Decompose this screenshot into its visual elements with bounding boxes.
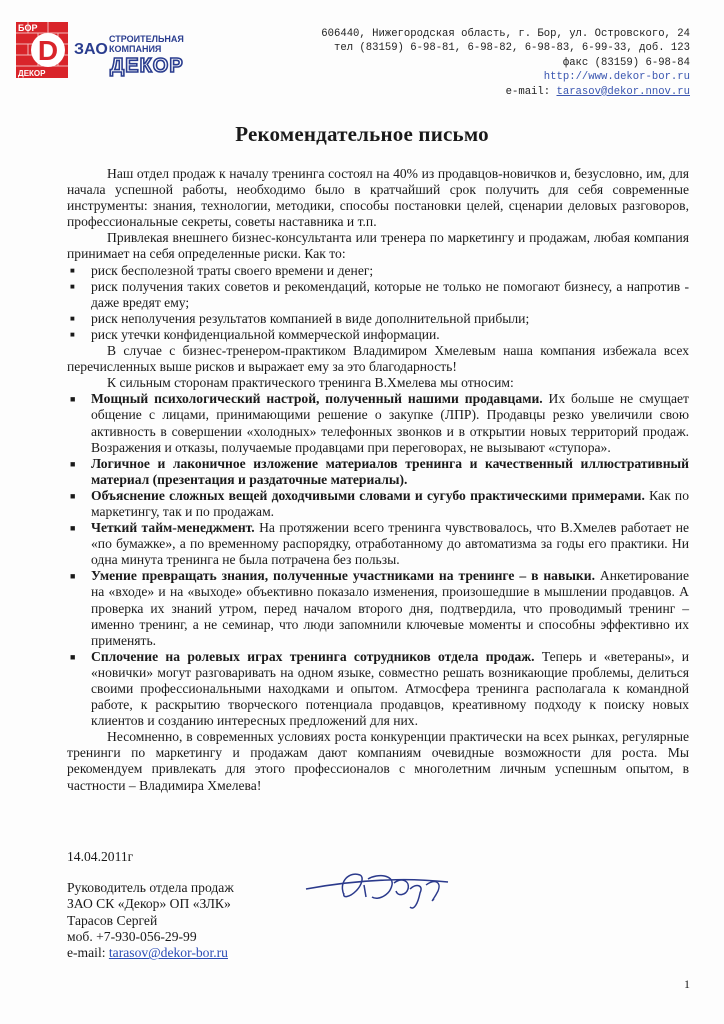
page-number: 1	[684, 977, 690, 991]
list-item	[67, 391, 689, 455]
signatory-email-link[interactable]: tarasov@dekor-bor.ru	[108, 945, 228, 961]
list-item	[67, 456, 689, 488]
strength-text: Их больше не смущает общение с лицами, принимающими решение о закупке (ЛПР). Продавцы резко увеличили свою активность в совершении «холодных» телефонных звонков и в открытии новых территорий продаж. Возражения и отказы, получаемые продавцами при переговорах, не вызывают «ступора».	[91, 391, 689, 455]
strength-heading: Умение превращать знания, полученные участниками на тренинге – в навыки.	[91, 568, 595, 584]
company-logo	[14, 20, 246, 82]
company-email-link[interactable]: tarasov@dekor.nnov.ru	[556, 85, 690, 98]
risks-list	[67, 263, 689, 343]
list-item: ■ риск получения таких советов и рекомендаций, которые не только не помогают бизнесу, а напротив - даже вредят ему;	[67, 279, 689, 311]
list-item	[67, 488, 689, 520]
list-item	[67, 649, 689, 729]
logo-badge-top: БОР	[18, 23, 38, 33]
strength-text: Теперь и «ветераны», и «новички» могут разговаривать на одном языке, совместно решать возникающие проблемы, делиться своими профессиональными находками и опытом. Атмосфера тренинга располагала к командной работе, к раскрытию творческого потенциала продавцов, креативному подходу к поиску новых клиентов и созданию интересных предложений для них.	[91, 648, 689, 729]
risks-intro-paragraph: Привлекая внешнего бизнес-консультанта или тренера по маркетингу и продажам, любая компания принимает на себя определенные риски. Как то:	[67, 230, 689, 262]
letter-title: Рекомендательное письмо	[235, 122, 489, 146]
logo-prefix: ЗАО	[74, 41, 108, 58]
letter-date: 14.04.2011г	[67, 849, 134, 864]
strength-heading: Объяснение сложных вещей доходчивыми словами и сугубо практическими примерами.	[91, 487, 645, 503]
letterhead	[0, 0, 724, 100]
signatory-position: Руководитель отдела продаж	[67, 880, 234, 895]
list-item: ■ риск неполучения результатов компанией в виде дополнительной прибыли;	[67, 311, 689, 327]
signatory-company: ЗАО СК «Декор» ОП «ЗЛК»	[67, 896, 231, 912]
handwritten-signature	[298, 863, 463, 913]
list-item	[67, 568, 689, 648]
email-label: e-mail:	[505, 85, 557, 98]
company-fax: факс (83159) 6-98-84	[562, 56, 690, 69]
list-item	[67, 520, 689, 568]
signatory-name: Тарасов Сергей	[67, 912, 158, 928]
conclusion-paragraph: Несомненно, в современных условиях роста конкуренции практически на всех рынках, регулярные тренинги по маркетингу и продажам дают компаниям очевидные возможности для роста. Мы рекомендуем привлекать для этого профессионалов с многолетним личным успешным опытом, в частности – Владимира Хмелева!	[67, 729, 689, 793]
logo-tagline-1: СТРОИТЕЛЬНАЯ	[109, 34, 184, 44]
strength-text: Как по маркетингу, так и по продажам.	[91, 487, 689, 519]
strength-heading: Сплочение на ролевых играх тренинга сотрудников отдела продаж.	[91, 648, 535, 664]
strength-heading: Четкий тайм-менеджмент.	[91, 520, 255, 536]
company-address: 606440, Нижегородская область, г. Бор, ул. Островского, 24	[321, 28, 690, 40]
svg-text:D: D	[37, 35, 59, 66]
logo-tagline-2: КОМПАНИЯ	[109, 44, 162, 54]
company-phone: тел (83159) 6-98-81, 6-98-82, 6-98-83, 6-99-33, доб. 123	[333, 42, 690, 55]
strength-heading: Мощный психологический настрой, полученный нашими продавцами.	[91, 391, 543, 407]
strengths-list	[67, 391, 689, 729]
list-item: ■ риск бесполезной траты своего времени и денег;	[67, 263, 689, 279]
logo-badge-bottom: ДЕКОР	[18, 69, 46, 78]
strength-text: На протяжении всего тренинга чувствовалось, что В.Хмелев работает не «по бумажке», а по временному распорядку, отработанному до автоматизма за годы его практики. Ни одна минута тренинга не была потрачена без пользы.	[91, 520, 690, 568]
website-link[interactable]: http://www.dekor-bor.ru	[543, 71, 690, 84]
contact-block	[321, 27, 690, 99]
signatory-mobile: моб. +7-930-056-29-99	[67, 928, 197, 944]
logo-name: ДЕКОР	[110, 55, 184, 77]
signatory-email-label: e-mail:	[67, 945, 109, 961]
strength-text: Анкетирование на «входе» и на «выходе» объективно показало изменения, произошедшие в мышлении продавцов. А проверка их знаний утром, перед началом второго дня, подтвердила, что проводимый тренинг – именно тренинг, а не семинар, что люди запомнили ключевые моменты и способны эффективно их применять.	[91, 568, 689, 648]
letter-body	[67, 166, 689, 794]
strength-heading: Логичное и лаконичное изложение материалов тренинга и качественный иллюстративный материал (презентация и раздаточные материалы).	[91, 455, 689, 487]
list-item: ■ риск утечки конфиденциальной коммерческой информации.	[67, 327, 689, 343]
signatory-block	[67, 880, 234, 961]
gratitude-paragraph: В случае с бизнес-тренером-практиком Владимиром Хмелевым наша компания избежала всех перечисленных выше рисков и выражает ему за это благодарность!	[67, 343, 689, 375]
strengths-intro-paragraph: К сильным сторонам практического тренинга В.Хмелева мы относим:	[107, 375, 514, 391]
intro-paragraph: Наш отдел продаж к началу тренинга состоял на 40% из продавцов-новичков и, безусловно, им, для начала успешной работы, необходимо было в кратчайший срок получить для себя современные инструменты: знания, технологии, методики, способы постановки целей, сценарии деловых разговоров, профессиональные секреты, советы наставника и т.п.	[67, 166, 689, 230]
